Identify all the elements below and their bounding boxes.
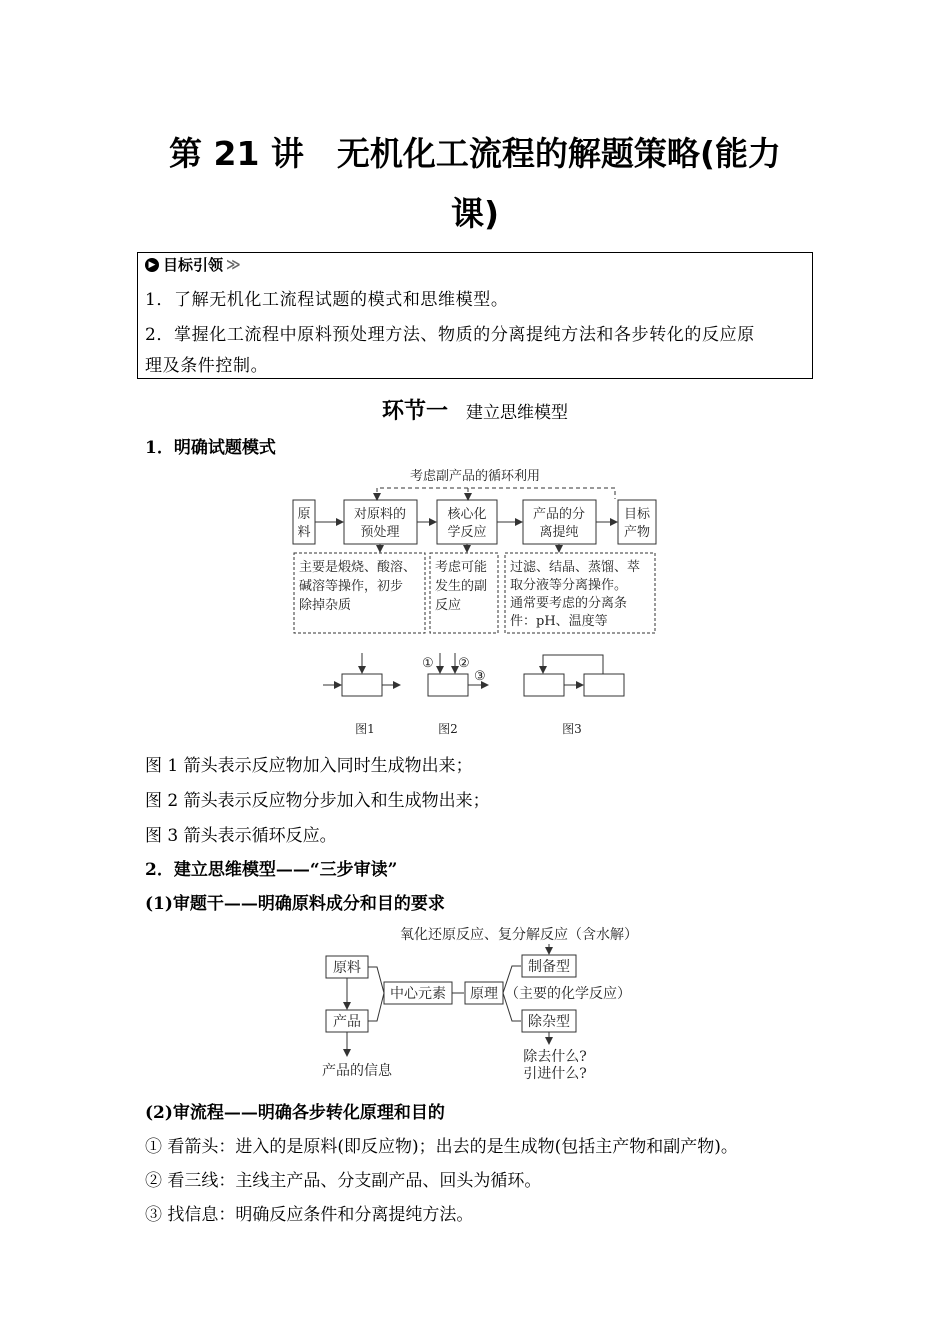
box-separation-1: 产品的分 [532,507,586,522]
figure-3-label: 图3 [562,722,582,736]
note-core-3: 反应 [435,598,462,613]
box-core-2: 学反应 [447,525,487,540]
page-title-line2: 课) [450,194,500,233]
principle-box: 原理 [470,986,498,1002]
note-separation-4: 件：pH、温度等 [510,614,608,629]
thinking-model-diagram [315,922,645,1092]
section-title: 建立思维模型 [466,403,568,423]
box-separation-2: 离提纯 [539,525,579,540]
box-raw-2: 料 [297,525,311,540]
main-reaction-label: （主要的化学反应） [505,986,631,1002]
note-pretreat-1: 主要是煅烧、酸溶、 [299,560,417,575]
flow-pattern-diagram [285,463,665,743]
step-marker-2: ② [458,656,470,671]
note-core-1: 考虑可能 [435,560,488,575]
heading-4: (2)审流程——明确各步转化原理和目的 [145,1103,445,1123]
question-remove: 除去什么? [523,1049,587,1065]
figure-1-description: 图 1 箭头表示反应物加入同时生成物出来； [145,756,473,776]
note-pretreat-3: 除掉杂质 [299,598,352,613]
goal-item-2b: 理及条件控制。 [145,356,269,376]
note-pretreat-2: 碱溶等操作，初步 [299,579,404,594]
box-target-1: 目标 [623,507,651,522]
point-arrows: ① 看箭头：进入的是原料(即反应物)；出去的是生成物(包括主产物和副产物)。 [145,1137,738,1157]
page-title-line1: 第 21 讲 无机化工流程的解题策略(能力 [169,134,781,173]
product-info-label: 产品的信息 [322,1063,392,1079]
preparation-type-box: 制备型 [528,959,570,975]
note-separation-1: 过滤、结晶、蒸馏、萃 [510,560,641,575]
goals-heading-text: 目标引领 [163,256,224,274]
double-chevron-icon: ≫ [226,256,241,273]
box-pretreat-1: 对原料的 [353,507,407,522]
impurity-removal-box: 除杂型 [528,1014,570,1030]
box-pretreat-2: 预处理 [360,525,400,540]
goals-heading [145,254,241,275]
figure-2-label: 图2 [438,722,458,736]
point-find-info: ③ 找信息：明确反应条件和分离提纯方法。 [145,1205,474,1225]
note-separation-3: 通常要考虑的分离条 [510,596,628,611]
note-separation-2: 取分液等分离操作。 [510,578,628,593]
step-marker-3: ③ [474,669,486,684]
reaction-types-label: 氧化还原反应、复分解反应（含水解） [400,927,638,943]
goal-item-1: 1．了解无机化工流程试题的模式和思维模型。 [145,290,509,310]
heading-1: 1．明确试题模式 [145,438,276,458]
section-heading [0,394,950,425]
recycle-label: 考虑副产品的循环利用 [409,469,541,484]
goal-item-2a: 2．掌握化工流程中原料预处理方法、物质的分离提纯方法和各步转化的反应原 [145,325,755,345]
note-core-2: 发生的副 [435,579,488,594]
heading-2: 2．建立思维模型——“三步审读” [145,860,398,880]
figure-1-label: 图1 [355,722,375,736]
figure-3-description: 图 3 箭头表示循环反应。 [145,826,337,846]
question-introduce: 引进什么? [523,1066,587,1082]
heading-3: (1)审题干——明确原料成分和目的要求 [145,894,445,914]
product-box: 产品 [333,1014,361,1030]
box-core-1: 核心化 [447,507,487,522]
section-number: 环节一 [381,399,448,424]
box-raw-1: 原 [297,507,311,522]
play-icon: ▶ [145,258,159,272]
step-marker-1: ① [422,656,434,671]
box-target-2: 产物 [623,525,651,540]
central-element-box: 中心元素 [390,986,446,1002]
figure-2-description: 图 2 箭头表示反应物分步加入和生成物出来； [145,791,490,811]
raw-material-box: 原料 [333,960,361,976]
point-three-lines: ② 看三线：主线主产品、分支副产品、回头为循环。 [145,1171,542,1191]
